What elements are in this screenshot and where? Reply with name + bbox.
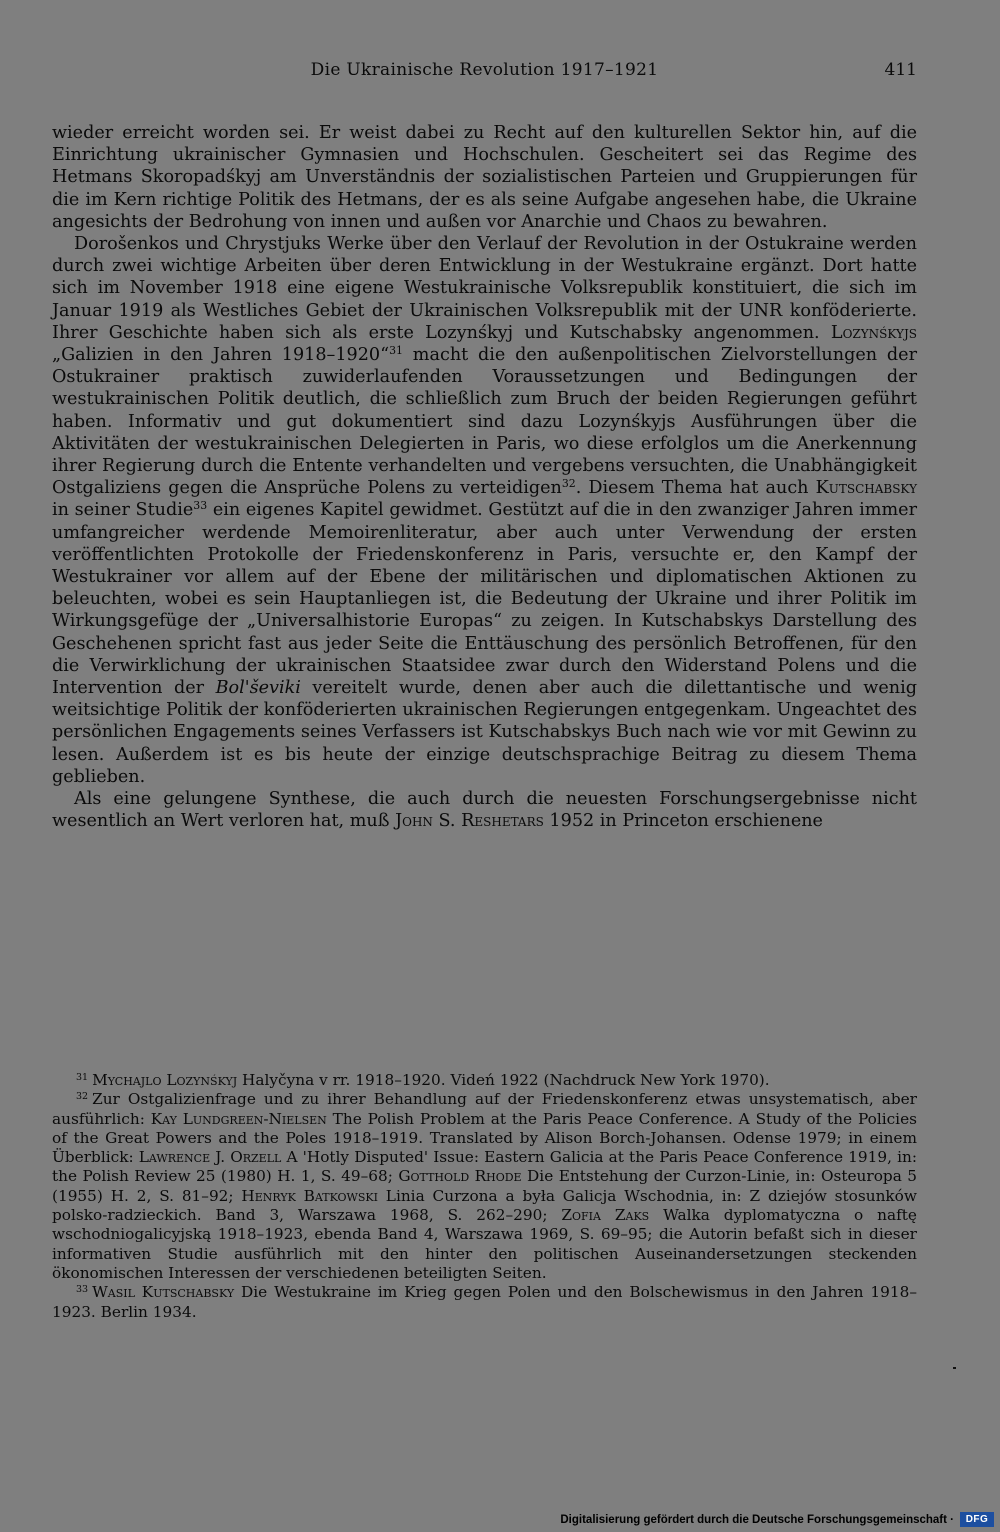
footnote-text: Die Westukraine im Krieg gegen Polen und den Bolschewismus in den Jahren 1918–1923. Berlin 1934. bbox=[52, 1283, 917, 1321]
footnote-ref-32[interactable]: 32 bbox=[561, 477, 576, 491]
author-name: Lozynśkyjs bbox=[830, 322, 917, 343]
footnote-33 bbox=[52, 1283, 917, 1322]
scan-speck bbox=[953, 1367, 956, 1369]
author-name: Kay Lundgreen-Nielsen bbox=[150, 1109, 327, 1128]
author-name: John S. Reshetars bbox=[395, 811, 544, 832]
text-span: Dorošenkos und Chrystjuks Werke über den Verlauf der Revolution in der Ostukraine werden durch zwei wichtige Arbeiten über deren Entwicklung in der Westukraine ergänzt. Dort hatte sich im November 1918 eine eigene Westukrainische Volksrepublik konstituiert, die sich im Januar 1919 als Westliches Gebiet der Ukrainischen Volksrepublik mit der UNR konföderierte. Ihrer Geschichte haben sich als erste Lozynśkyj und Kutschabsky angenommen. bbox=[52, 234, 917, 343]
footnote-number: 33 bbox=[76, 1284, 89, 1296]
digitization-footer bbox=[0, 1500, 1000, 1532]
footnote-text: Die Entstehung der Curzon-Linie, in: Osteuropa 5 (1955) H. 2, S. 81–92; bbox=[52, 1167, 917, 1205]
text-span: „Galizien in den Jahren 1918–1920“ bbox=[52, 345, 390, 366]
footnote-number: 32 bbox=[76, 1091, 89, 1103]
text-span: macht die den außenpolitischen Zielvorstellungen der Ostukrainer praktisch zuwiderlaufenden Voraussetzungen und Bedingungen der westukrainischen Politik deutlich, die schließlich zum Bruch der beiden Regierungen geführt haben. Informativ und gut dokumentiert sind dazu Lozynśkyjs Ausführungen über die Aktivitäten der westukrainischen Delegierten in Paris, wo diese erfolglos um die Anerkennung ihrer Regierung durch die Entente verhandelten und vergebens versuchten, die Unabhängigkeit Ostgaliziens gegen die Ansprüche Polens zu verteidigen bbox=[52, 345, 917, 499]
footnote-text: A 'Hotly Disputed' Issue: Eastern Galicia at the Paris Peace Conference 1919, in: the Polish Review 25 (1980) H. 1, S. 49–68; bbox=[52, 1148, 917, 1186]
author-name: Kutschabsky bbox=[815, 478, 917, 499]
paragraph-2 bbox=[52, 233, 917, 788]
text-span: . Diesem Thema hat auch bbox=[575, 478, 816, 499]
paragraph-3 bbox=[52, 788, 917, 832]
text-span: Als eine gelungene Synthese, die auch durch die neuesten Forschungsergebnisse nicht wesentlich an Wert verloren hat, muß bbox=[52, 789, 917, 832]
author-name: Gotthold Rhode bbox=[398, 1167, 522, 1186]
running-title: Die Ukrainische Revolution 1917–1921 bbox=[310, 60, 659, 80]
author-name: Lawrence J. Orzell bbox=[138, 1148, 282, 1167]
footnote-text: Walka dyplomatyczna o naftę wschodniogalicyjską 1918–1923, ebenda Band 4, Warszawa 1969, S. 69–95; die Autorin befaßt sich in dieser informativen Studie ausführlich mit den hinter den politischen Auseinandersetzungen steckenden ökonomischen Interessen der verschiedenen beteiligten Seiten. bbox=[52, 1206, 917, 1282]
author-name: Henryk Batkowski bbox=[241, 1186, 378, 1205]
footnote-text: The Polish Problem at the Paris Peace Conference. A Study of the Policies of the Great Powers and the Poles 1918–1919. Translated by Alison Borch-Johansen. Odense 1979; in einem Überblick: bbox=[52, 1109, 917, 1167]
dfg-credit-text: Digitalisierung gefördert durch die Deutsche Forschungsgemeinschaft · bbox=[560, 1514, 954, 1526]
page-number: 411 bbox=[884, 60, 917, 80]
text-span: ein eigenes Kapitel gewidmet. Gestützt auf die in den zwanziger Jahren immer umfangreicher werdende Memoirenliteratur, aber auch unter Verwendung der ersten veröffentlichten Protokolle der Friedenskonferenz in Paris, versuchte er, den Kampf der Westukrainer vor allem auf der Ebene der militärischen und diplomatischen Aktionen zu beleuchten, wobei es sein Hauptanliegen ist, die Bedeutung der Ukraine und ihrer Politik im Wirkungsgefüge der „Universalhistorie Europas“ zu zeigen. In Kutschabskys Darstellung des Geschehenen spricht fast aus jeder Seite die Enttäuschung des persönlich Betroffenen, für den die Verwirklichung der ukrainischen Staatsidee zwar durch den Widerstand Polens und die Intervention der bbox=[52, 500, 917, 699]
footnote-text: Halyčyna v rr. 1918–1920. Videń 1922 (Nachdruck New York 1970). bbox=[237, 1071, 770, 1089]
footnote-ref-31[interactable]: 31 bbox=[389, 344, 403, 358]
footnotes bbox=[52, 1071, 917, 1322]
text-span: vereitelt wurde, denen aber auch die dilettantische und wenig weitsichtige Politik der konföderierten ukrainischen Regierungen entgegenkam. Ungeachtet des persönlichen Engagements seines Verfassers ist Kutschabskys Buch nach wie vor mit Gewinn zu lesen. Außerdem ist es bis heute der einzige deutschsprachige Beitrag zu diesem Thema geblieben. bbox=[52, 678, 917, 787]
footnote-32 bbox=[52, 1090, 917, 1283]
author-name: Wasil Kutschabsky bbox=[92, 1283, 235, 1302]
footnote-text: Linia Curzona a była Galicja Wschodnia, in: Z dziejów stosunków polsko-radzieckich. Band 3, Warszawa 1968, S. 262–290; bbox=[52, 1186, 917, 1225]
footnote-text: Zur Ostgalizienfrage und zu ihrer Behandlung auf der Friedenskonferenz etwas unsystematisch, aber ausführlich: bbox=[52, 1090, 917, 1128]
footnote-number: 31 bbox=[76, 1071, 89, 1083]
footnote-ref-33[interactable]: 33 bbox=[193, 499, 208, 513]
author-name: Zofia Zaks bbox=[561, 1206, 650, 1225]
page-header bbox=[52, 60, 917, 90]
main-text bbox=[52, 122, 917, 833]
author-name: Mychajlo Lozynśkyj bbox=[92, 1071, 238, 1089]
paragraph-1: wieder erreicht worden sei. Er weist dabei zu Recht auf den kulturellen Sektor hin, auf die Einrichtung ukrainischer Gymnasien und Hochschulen. Gescheitert sei das Regime des Hetmans Skoropadśkyj am Unverständnis der sozialistischen Parteien und Gruppierungen für die im Kern richtige Politik des Hetmans, der es als seine Aufgabe angesehen habe, die Ukraine angesichts der Bedrohung von innen und außen vor Anarchie und Chaos zu bewahren. bbox=[52, 123, 917, 232]
text-span: in seiner Studie bbox=[52, 500, 194, 521]
italic-term: Bol'ševiki bbox=[215, 678, 301, 699]
footnote-31 bbox=[52, 1071, 917, 1090]
dfg-logo: DFG bbox=[960, 1512, 994, 1527]
text-span: 1952 in Princeton erschienene bbox=[543, 811, 823, 832]
